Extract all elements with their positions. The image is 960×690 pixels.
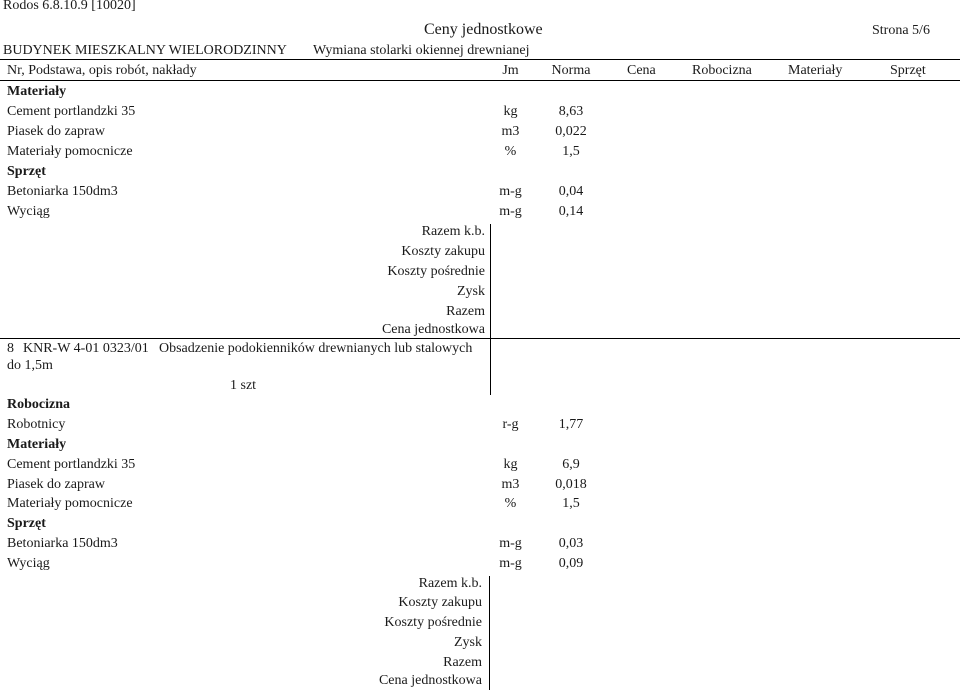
summary-razem-kb: Razem k.b.: [418, 576, 482, 591]
materials-heading: Materiały: [7, 437, 67, 452]
header-top-rule: [0, 59, 960, 60]
equipment-heading: Sprzęt: [7, 516, 46, 531]
summary-koszty-posrednie: Koszty pośrednie: [384, 615, 482, 630]
labor-norma: 1,77: [558, 417, 584, 432]
material-jm: %: [504, 144, 517, 159]
position-description-cont: do 1,5m: [7, 358, 53, 373]
summary-koszty-zakupu: Koszty zakupu: [401, 244, 485, 259]
summary-cena-jednostkowa: Cena jednostkowa: [381, 322, 485, 337]
summary-razem: Razem: [446, 304, 485, 319]
col-cena-header: Cena: [627, 63, 656, 78]
equipment-jm: m-g: [499, 204, 522, 219]
material-jm: %: [504, 496, 517, 511]
material-norma: 1,5: [562, 496, 580, 511]
material-jm: kg: [503, 457, 518, 472]
equipment-name: Betoniarka 150dm3: [7, 184, 118, 199]
material-norma: 1,5: [562, 144, 580, 159]
summary-razem-kb: Razem k.b.: [421, 224, 485, 239]
equipment-heading: Sprzęt: [7, 164, 46, 179]
material-name: Piasek do zapraw: [7, 477, 105, 492]
position-basis: KNR-W 4-01 0323/01: [23, 341, 149, 356]
col-robocizna-header: Robocizna: [692, 63, 752, 78]
equipment-name: Betoniarka 150dm3: [7, 536, 118, 551]
header-bottom-rule: [0, 80, 960, 81]
summary-divider: [490, 224, 491, 338]
material-name: Cement portlandzki 35: [7, 104, 136, 119]
position-top-rule: [0, 338, 960, 339]
summary-zysk: Zysk: [454, 635, 482, 650]
material-name: Piasek do zapraw: [7, 124, 105, 139]
col-materialy-header: Materiały: [788, 63, 843, 78]
equipment-jm: m-g: [499, 556, 522, 571]
position-divider: [490, 339, 491, 395]
labor-jm: r-g: [502, 417, 519, 432]
equipment-name: Wyciąg: [7, 556, 50, 571]
position-unit: 1 szt: [230, 378, 257, 393]
labor-name: Robotnicy: [7, 417, 66, 432]
material-norma: 0,018: [555, 477, 587, 492]
summary-koszty-zakupu: Koszty zakupu: [398, 595, 482, 610]
material-name: Materiały pomocnicze: [7, 144, 133, 159]
equipment-norma: 0,03: [558, 536, 584, 551]
position-number: 8: [7, 341, 14, 356]
material-norma: 8,63: [558, 104, 584, 119]
app-version: Rodos 6.8.10.9 [10020]: [3, 0, 136, 13]
page-title: Ceny jednostkowe: [424, 21, 543, 38]
material-name: Cement portlandzki 35: [7, 457, 136, 472]
page-number: Strona 5/6: [872, 23, 930, 38]
material-jm: m3: [501, 477, 520, 492]
material-jm: kg: [503, 104, 518, 119]
col-jm-header: Jm: [502, 63, 519, 78]
material-name: Materiały pomocnicze: [7, 496, 133, 511]
material-norma: 6,9: [562, 457, 580, 472]
summary-razem: Razem: [443, 655, 482, 670]
materials-heading: Materiały: [7, 84, 67, 99]
building-name: BUDYNEK MIESZKALNY WIELORODZINNY: [3, 43, 287, 58]
summary-zysk: Zysk: [457, 284, 485, 299]
labor-heading: Robocizna: [7, 397, 70, 412]
position-description: Obsadzenie podokienników drewnianych lub stalowych: [159, 341, 473, 356]
material-jm: m3: [501, 124, 520, 139]
summary-cena-jednostkowa: Cena jednostkowa: [378, 673, 482, 688]
equipment-name: Wyciąg: [7, 204, 50, 219]
summary-koszty-posrednie: Koszty pośrednie: [387, 264, 485, 279]
equipment-norma: 0,09: [558, 556, 584, 571]
col-desc-header: Nr, Podstawa, opis robót, nakłady: [7, 63, 197, 78]
summary-divider: [489, 576, 490, 690]
equipment-norma: 0,04: [558, 184, 584, 199]
col-norma-header: Norma: [551, 63, 591, 78]
equipment-jm: m-g: [499, 184, 522, 199]
col-sprzet-header: Sprzęt: [890, 63, 926, 78]
equipment-jm: m-g: [499, 536, 522, 551]
material-norma: 0,022: [555, 124, 587, 139]
project-name: Wymiana stolarki okiennej drewnianej: [313, 43, 530, 58]
equipment-norma: 0,14: [558, 204, 584, 219]
